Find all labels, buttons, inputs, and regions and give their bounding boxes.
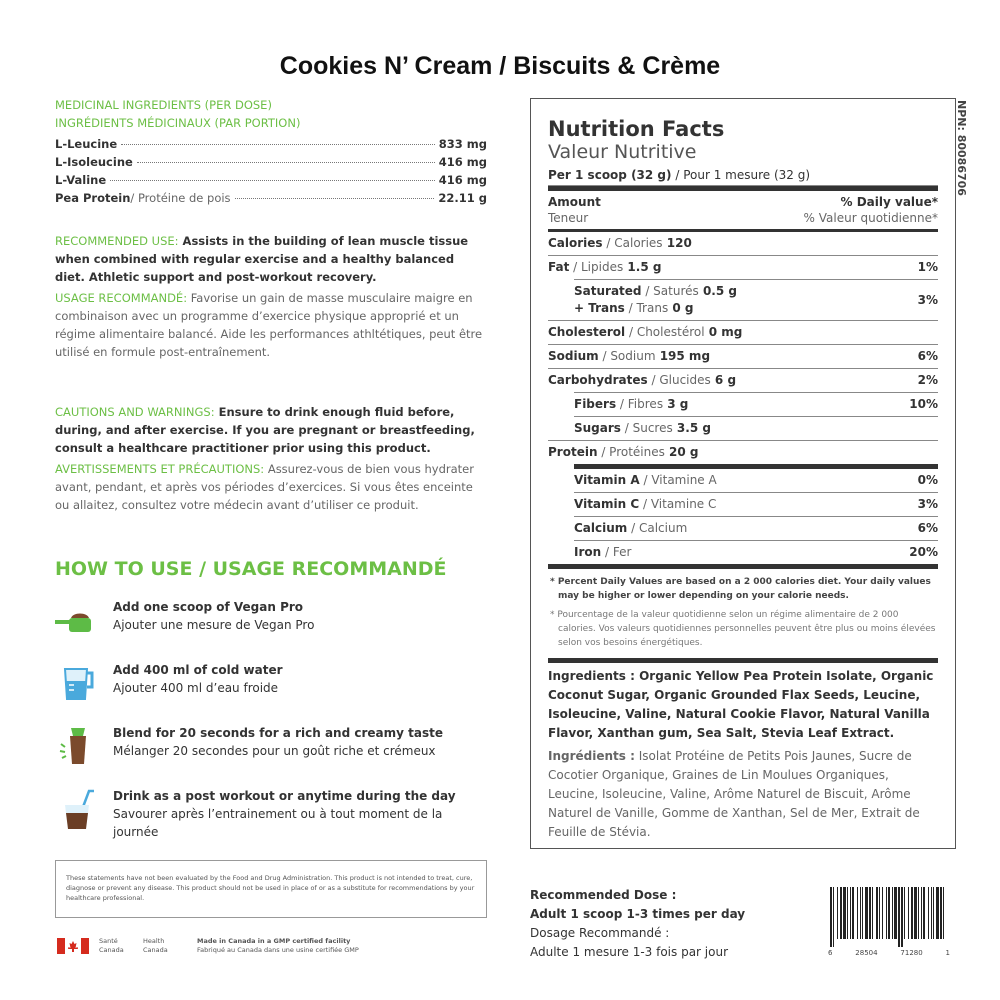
step-en: Drink as a post workout or anytime during the day xyxy=(113,789,456,803)
nutrient-fr: / Sucres xyxy=(620,421,673,435)
heading-en: HOW TO USE xyxy=(55,558,193,580)
shaker-icon xyxy=(55,724,113,772)
serving-en: Per 1 scoop (32 g) xyxy=(548,168,672,182)
scoop-icon xyxy=(55,598,113,646)
amount: 416 mg xyxy=(438,173,487,187)
nutrition-row xyxy=(574,516,938,540)
barcode-bar xyxy=(894,887,897,939)
nutrition-row xyxy=(574,464,938,492)
amount-fr: Teneur xyxy=(548,211,589,225)
nutrient-fr: / Saturés xyxy=(641,284,699,298)
barcode-bar xyxy=(918,887,919,939)
barcode-bar xyxy=(840,887,842,939)
amount: 833 mg xyxy=(438,137,487,151)
serving-fr: / Pour 1 mesure (32 g) xyxy=(671,168,811,182)
bc-d3: 71280 xyxy=(900,949,923,957)
barcode-bar xyxy=(923,887,925,939)
bc-d2: 28504 xyxy=(855,949,878,957)
disclaimer: These statements have not been evaluated by the Food and Drug Administration. This product is not intended to treat, cure, diagnose or prevent any disease. This product should not be used in place of or as a substitute for recommendations by your healthcare professional. xyxy=(55,860,487,918)
barcode-bar xyxy=(931,887,932,939)
amount: 0 mg xyxy=(704,325,743,339)
nutrition-row xyxy=(574,416,938,440)
barcode-bar xyxy=(879,887,880,939)
glass-straw-icon xyxy=(55,787,113,835)
leader xyxy=(121,144,435,145)
name-fr: / Protéine de pois xyxy=(130,191,231,205)
nutrient: Protein xyxy=(548,445,598,459)
step-en: Add one scoop of Vegan Pro xyxy=(113,600,304,614)
leader xyxy=(235,198,435,199)
barcode-bars xyxy=(828,887,950,947)
canada-flag-icon xyxy=(57,938,89,954)
nutrient-fr: / Trans xyxy=(624,301,669,315)
footnote-en: * Percent Daily Values are based on a 2 000 calories diet. Your daily values may be higher or lower depending on your calorie needs. xyxy=(550,577,931,601)
medicinal-row xyxy=(55,189,487,207)
nutrition-row xyxy=(574,392,938,416)
barcode-bar xyxy=(911,887,913,939)
how-to-use-heading xyxy=(55,558,487,580)
daily-value: 3% xyxy=(917,497,938,511)
barcode-bar xyxy=(837,887,838,939)
barcode-bar xyxy=(898,887,900,947)
barcode-bar xyxy=(869,887,871,939)
bc-d1: 6 xyxy=(828,949,833,957)
nutrient: Calories xyxy=(548,236,603,250)
how-to-step xyxy=(55,787,487,847)
barcode-bar xyxy=(933,887,934,939)
name: Pea Protein xyxy=(55,191,131,205)
medicinal-row xyxy=(55,171,487,189)
made-fr: Fabriqué au Canada dans une usine certifiée GMP xyxy=(197,946,359,954)
daily-value: 20% xyxy=(909,545,938,559)
dose-l4: Adulte 1 mesure 1-3 fois par jour xyxy=(530,945,729,959)
text: Ensure to drink enough fluid before, during, and after exercise. If you are pregnant or breastfeeding, consult a healthcare practitioner prior using this product. xyxy=(55,405,475,455)
nutrient: Fat xyxy=(548,260,570,274)
made-en: Made in Canada in a GMP certified facility xyxy=(197,937,351,945)
leader xyxy=(137,162,435,163)
barcode-bar xyxy=(865,887,868,939)
medicinal-row xyxy=(55,153,487,171)
daily-value: 1% xyxy=(917,260,938,274)
step-en: Add 400 ml of cold water xyxy=(113,663,283,677)
nutrient-fr: / Calories xyxy=(602,236,663,250)
daily-value: 0% xyxy=(917,473,938,487)
recommended-use xyxy=(55,232,487,361)
nutrition-row xyxy=(548,320,938,344)
dv-en: % Daily value* xyxy=(840,195,938,209)
bc-d4: 1 xyxy=(945,949,950,957)
step-fr: Ajouter 400 ml d’eau froide xyxy=(113,681,279,695)
barcode-bar xyxy=(921,887,922,939)
nutrient-fr: / Fibres xyxy=(616,397,664,411)
npn-number: NPN: 80086706 xyxy=(955,100,968,196)
barcode-bar xyxy=(860,887,861,939)
barcode-bar xyxy=(904,887,905,939)
barcode-bar xyxy=(940,887,942,939)
nutrition-row xyxy=(548,229,938,255)
daily-value: 3% xyxy=(917,292,938,307)
amount: 0.5 g xyxy=(698,284,737,298)
nutrient-fr: / Cholestérol xyxy=(625,325,705,339)
amount: 195 mg xyxy=(655,349,711,363)
measuring-cup-icon xyxy=(55,661,113,709)
nutrient: Carbohydrates xyxy=(548,373,648,387)
ing-label-fr: Ingrédients : xyxy=(548,749,635,763)
barcode-bar xyxy=(908,887,909,939)
step-fr: Ajouter une mesure de Vegan Pro xyxy=(113,618,315,632)
label: AVERTISSEMENTS ET PRÉCAUTIONS: xyxy=(55,462,265,476)
barcode-bar xyxy=(928,887,929,939)
barcode-bar xyxy=(892,887,893,939)
barcode-bar xyxy=(843,887,846,939)
barcode-bar xyxy=(914,887,917,939)
barcode-bar xyxy=(886,887,887,939)
label: USAGE RECOMMANDÉ: xyxy=(55,291,188,305)
barcode-bar xyxy=(862,887,863,939)
medicinal-ingredients xyxy=(55,96,487,207)
nutrient-fr: / Sodium xyxy=(598,349,656,363)
ing-en: Organic Yellow Pea Protein Isolate, Organic Coconut Sugar, Organic Grounded Flax Seeds, Leucine, Isoleucine, Valine, Natural Cookie Flavor, Natural Vanilla Flavor, Xanthan gum, Sea Salt, Stevia Leaf Extract. xyxy=(548,669,934,740)
amount: 3 g xyxy=(663,397,689,411)
barcode-bar xyxy=(872,887,873,939)
nutrition-facts xyxy=(530,98,956,849)
recommended-dose xyxy=(530,886,745,962)
barcode-bar xyxy=(943,887,944,939)
amount: 6 g xyxy=(710,373,737,387)
barcode xyxy=(828,887,950,957)
footnote-fr: * Pourcentage de la valeur quotidienne selon un régime alimentaire de 2 000 calories. Vos valeurs quotidiennes personnelles peuvent être plus ou moins élevées selon vos besoins énergétiques. xyxy=(550,610,936,648)
label: RECOMMENDED USE: xyxy=(55,234,179,248)
label: CAUTIONS AND WARNINGS: xyxy=(55,405,215,419)
nutrient-fr: / Fer xyxy=(601,545,632,559)
text: Assurez-vous de bien vous hydrater avant, pendant, et après vos périodes d’exercices. Si vous êtes enceinte ou allaitez, consultez votre médecin avant d’utiliser ce produit. xyxy=(55,462,474,512)
amount: 20 g xyxy=(664,445,699,459)
amount: 22.11 g xyxy=(438,191,487,205)
dose-l1: Recommended Dose : xyxy=(530,888,677,902)
nutrient-fr: / Lipides xyxy=(569,260,624,274)
amount: 3.5 g xyxy=(672,421,711,435)
nutrient: Cholesterol xyxy=(548,325,626,339)
nutrient: Sodium xyxy=(548,349,599,363)
amount: 416 mg xyxy=(438,155,487,169)
daily-value: 10% xyxy=(909,397,938,411)
nutrient: + Trans xyxy=(574,301,625,315)
nf-title: Nutrition Facts xyxy=(548,117,725,141)
nutrient: Calcium xyxy=(574,521,628,535)
how-to-step xyxy=(55,724,487,784)
heading-fr: USAGE RECOMMANDÉ xyxy=(212,558,447,580)
barcode-bar xyxy=(901,887,903,947)
nutrition-row xyxy=(574,492,938,516)
health-canada: Health Canada xyxy=(143,937,168,954)
heading-fr: INGRÉDIENTS MÉDICINAUX (PAR PORTION) xyxy=(55,116,301,130)
amount-en: Amount xyxy=(548,195,601,209)
step-en: Blend for 20 seconds for a rich and creamy taste xyxy=(113,726,443,740)
nutrient: Fibers xyxy=(574,397,617,411)
cautions xyxy=(55,403,487,514)
nutrition-row xyxy=(548,344,938,368)
barcode-bar xyxy=(852,887,854,939)
name: L-Leucine xyxy=(55,137,118,151)
dose-l3: Dosage Recommandé : xyxy=(530,926,670,940)
nutrition-row xyxy=(548,368,938,392)
nutrient: Vitamin C xyxy=(574,497,640,511)
barcode-bar xyxy=(857,887,858,939)
nutrition-row xyxy=(574,540,938,564)
nutrient-fr: / Protéines xyxy=(597,445,665,459)
sep: / xyxy=(192,558,213,580)
barcode-bar xyxy=(847,887,848,939)
how-to-step xyxy=(55,598,487,658)
heading-en: MEDICINAL INGREDIENTS (PER DOSE) xyxy=(55,98,272,112)
nutrient: Iron xyxy=(574,545,602,559)
nutrient-fr: / Calcium xyxy=(627,521,688,535)
step-fr: Savourer après l’entrainement ou à tout moment de la journée xyxy=(113,807,443,839)
nutrient: Saturated xyxy=(574,284,642,298)
text: Favorise un gain de masse musculaire maigre en combinaison avec un programme d’exercice physique approprié et un régime alimentaire balancé. Aide les performances athltétiques, peut être utilisé en formule post-entraînement. xyxy=(55,291,483,359)
barcode-bar xyxy=(882,887,883,939)
ing-fr: Isolat Protéine de Petits Pois Jaunes, Sucre de Cocotier Organique, Graines de Lin Moulues Organiques, Leucine, Isoleucine, Valine, Arôme Naturel de Biscuit, Arôme Naturel de Vanille, Gomme de Xanthan, Sel de Mer, Extrait de Feuille de Stévia. xyxy=(548,749,920,839)
barcode-bar xyxy=(936,887,939,939)
nutrient-fr: / Glucides xyxy=(647,373,711,387)
leader xyxy=(110,180,435,181)
barcode-bar xyxy=(830,887,832,947)
nutrient: Sugars xyxy=(574,421,621,435)
sante-canada: Santé Canada xyxy=(99,937,124,954)
barcode-bar xyxy=(833,887,834,947)
amount: 1.5 g xyxy=(623,260,662,274)
nf-title-fr: Valeur Nutritive xyxy=(548,141,697,163)
name: L-Isoleucine xyxy=(55,155,133,169)
product-title: Cookies N’ Cream / Biscuits & Crème xyxy=(279,52,721,80)
ing-label-en: Ingredients : xyxy=(548,669,635,683)
amount: 0 g xyxy=(668,301,694,315)
barcode-bar xyxy=(888,887,890,939)
dv-fr: % Valeur quotidienne* xyxy=(803,211,938,225)
daily-value: 6% xyxy=(917,349,938,363)
nutrition-row xyxy=(548,440,938,464)
name: L-Valine xyxy=(55,173,107,187)
step-fr: Mélanger 20 secondes pour un goût riche et crémeux xyxy=(113,744,436,758)
barcode-bar xyxy=(850,887,851,939)
dose-l2: Adult 1 scoop 1-3 times per day xyxy=(530,907,746,921)
nutrient-fr: / Vitamine A xyxy=(639,473,717,487)
nutrition-row xyxy=(548,255,938,279)
barcode-bar xyxy=(876,887,878,939)
medicinal-row xyxy=(55,135,487,153)
daily-value: 6% xyxy=(917,521,938,535)
nutrition-row xyxy=(574,279,938,320)
amount: 120 xyxy=(662,236,692,250)
text: Assists in the building of lean muscle tissue when combined with regular exercise and a healthy balanced diet. Athletic support and post-workout recovery. xyxy=(55,234,469,284)
nutrient-fr: / Vitamine C xyxy=(639,497,717,511)
nutrient: Vitamin A xyxy=(574,473,640,487)
footer xyxy=(57,937,359,955)
how-to-step xyxy=(55,661,487,721)
daily-value: 2% xyxy=(917,373,938,387)
